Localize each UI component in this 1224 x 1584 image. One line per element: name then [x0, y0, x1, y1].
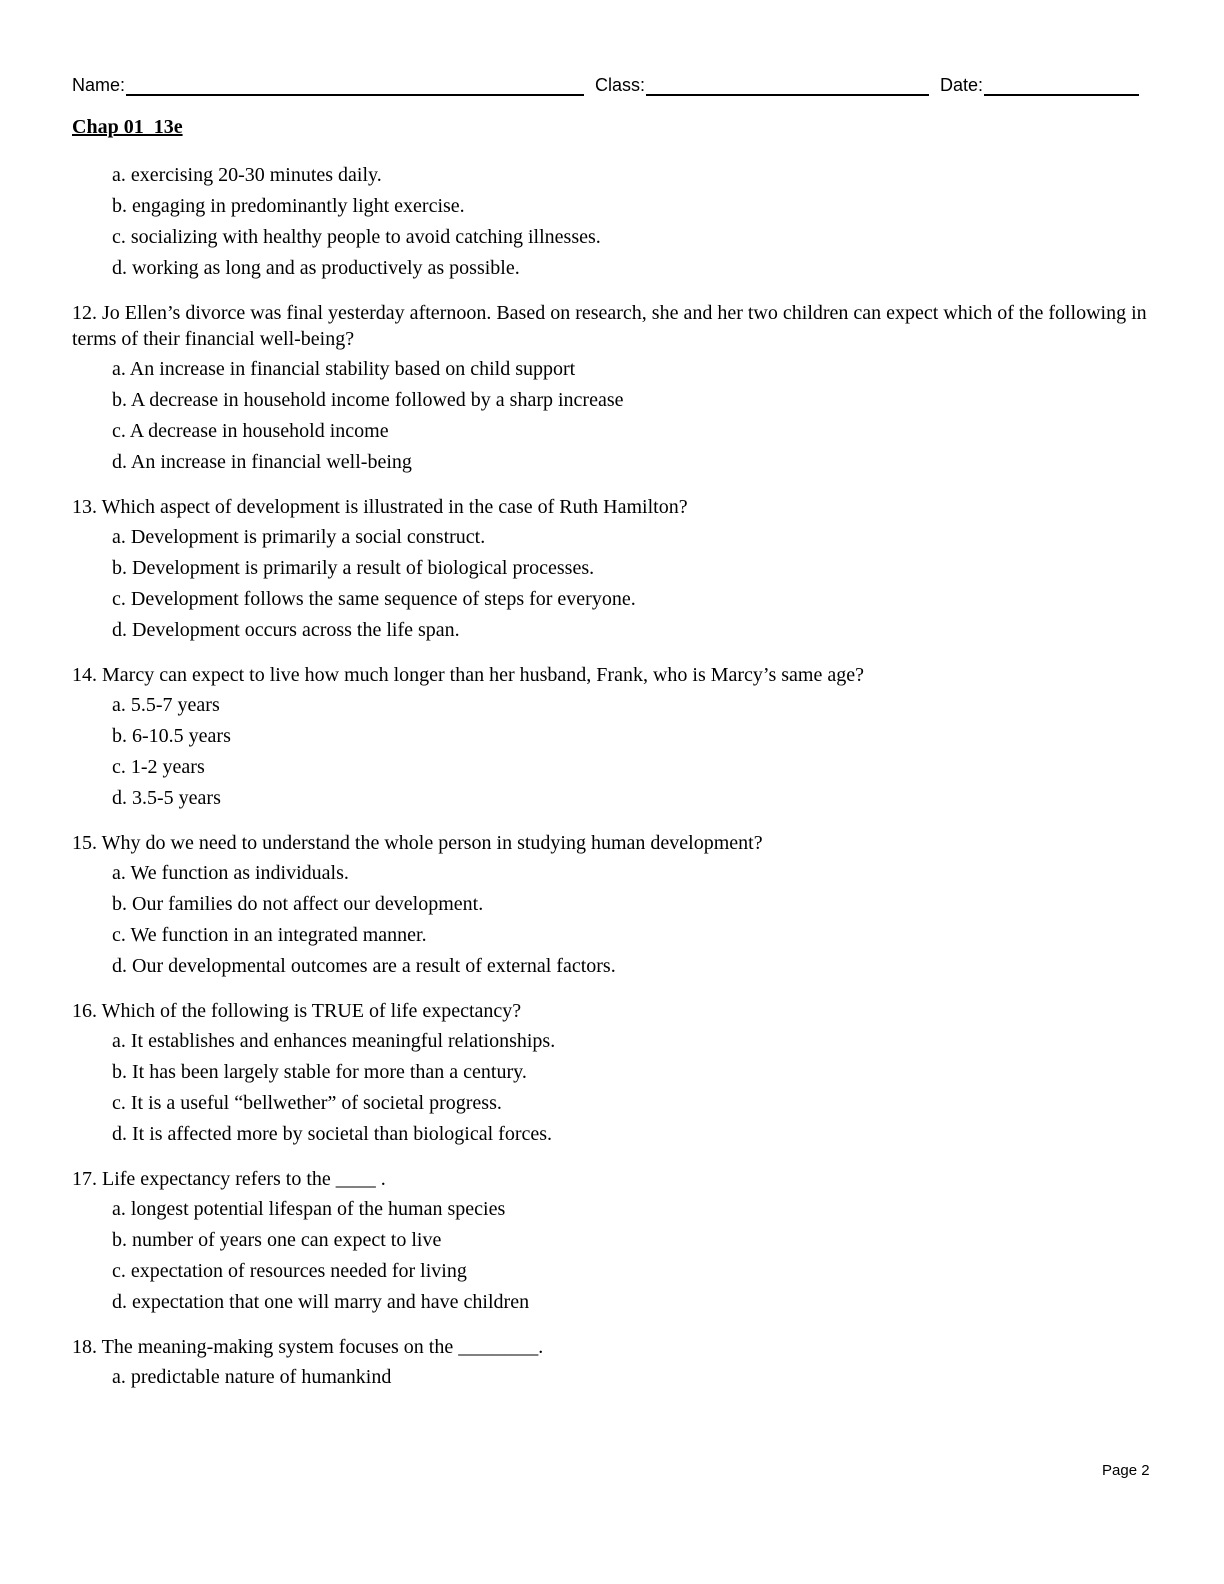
answer-option: a. predictable nature of humankind: [112, 1366, 392, 1388]
answer-option: d. Our developmental outcomes are a result of external factors.: [112, 955, 616, 977]
date-input-line[interactable]: [984, 74, 1139, 96]
header: [72, 72, 1142, 96]
answer-option: a. An increase in financial stability based on child support: [112, 358, 576, 380]
name-input-line[interactable]: [126, 74, 584, 96]
date-label: Date:: [940, 75, 984, 95]
question-stem: 16. Which of the following is TRUE of life expectancy?: [72, 1000, 522, 1022]
page-number: Page 2: [1102, 1462, 1150, 1479]
answer-option: b. engaging in predominantly light exercise.: [112, 195, 465, 217]
answer-option: c. We function in an integrated manner.: [112, 924, 427, 946]
answer-option: d. working as long and as productively as possible.: [112, 257, 520, 279]
answer-option: b. Our families do not affect our development.: [112, 893, 484, 915]
class-field: [595, 72, 929, 96]
answer-option: a. 5.5-7 years: [112, 694, 220, 716]
answer-option: a. It establishes and enhances meaningful relationships.: [112, 1030, 556, 1052]
answer-option: d. 3.5-5 years: [112, 787, 221, 809]
question-stem: 14. Marcy can expect to live how much longer than her husband, Frank, who is Marcy’s same age?: [72, 664, 864, 686]
question-14: [72, 662, 1152, 814]
question-18: [72, 1334, 1152, 1393]
question-stem: 15. Why do we need to understand the whole person in studying human development?: [72, 832, 763, 854]
answer-option: d. It is affected more by societal than biological forces.: [112, 1123, 553, 1145]
question-15: [72, 830, 1152, 982]
answer-option: b. A decrease in household income followed by a sharp increase: [112, 389, 624, 411]
question-stem: 12. Jo Ellen’s divorce was final yesterday afternoon. Based on research, she and her two children can expect which of the following in terms of their financial well-being?: [72, 302, 1147, 350]
answer-option: c. socializing with healthy people to avoid catching illnesses.: [112, 226, 601, 248]
question-16: [72, 998, 1152, 1150]
date-field: [940, 72, 1139, 96]
answer-option: c. Development follows the same sequence of steps for everyone.: [112, 588, 636, 610]
answer-option: d. An increase in financial well-being: [112, 451, 412, 473]
continued-options: [72, 160, 1152, 284]
name-field: [72, 72, 584, 96]
question-stem: 13. Which aspect of development is illustrated in the case of Ruth Hamilton?: [72, 496, 688, 518]
question-stem: 18. The meaning-making system focuses on the ________.: [72, 1336, 544, 1358]
answer-option: c. expectation of resources needed for living: [112, 1260, 467, 1282]
answer-option: a. Development is primarily a social construct.: [112, 526, 486, 548]
question-17: [72, 1166, 1152, 1318]
question-12: [72, 300, 1152, 478]
answer-option: d. expectation that one will marry and have children: [112, 1291, 530, 1313]
answer-option: a. longest potential lifespan of the human species: [112, 1198, 506, 1220]
class-input-line[interactable]: [646, 74, 929, 96]
answer-option: a. We function as individuals.: [112, 862, 349, 884]
question-13: [72, 494, 1152, 646]
question-list: [72, 160, 1152, 1393]
question-stem: 17. Life expectancy refers to the ____ .: [72, 1168, 386, 1190]
answer-option: c. 1-2 years: [112, 756, 205, 778]
answer-option: c. It is a useful “bellwether” of societal progress.: [112, 1092, 502, 1114]
answer-option: c. A decrease in household income: [112, 420, 389, 442]
answer-option: b. Development is primarily a result of biological processes.: [112, 557, 595, 579]
answer-option: b. 6-10.5 years: [112, 725, 231, 747]
name-label: Name:: [72, 75, 126, 95]
class-label: Class:: [595, 75, 646, 95]
answer-option: b. number of years one can expect to live: [112, 1229, 442, 1251]
answer-option: d. Development occurs across the life span.: [112, 619, 460, 641]
answer-option: b. It has been largely stable for more than a century.: [112, 1061, 527, 1083]
answer-option: a. exercising 20-30 minutes daily.: [112, 164, 382, 186]
chapter-title: Chap 01_13e: [72, 116, 183, 138]
